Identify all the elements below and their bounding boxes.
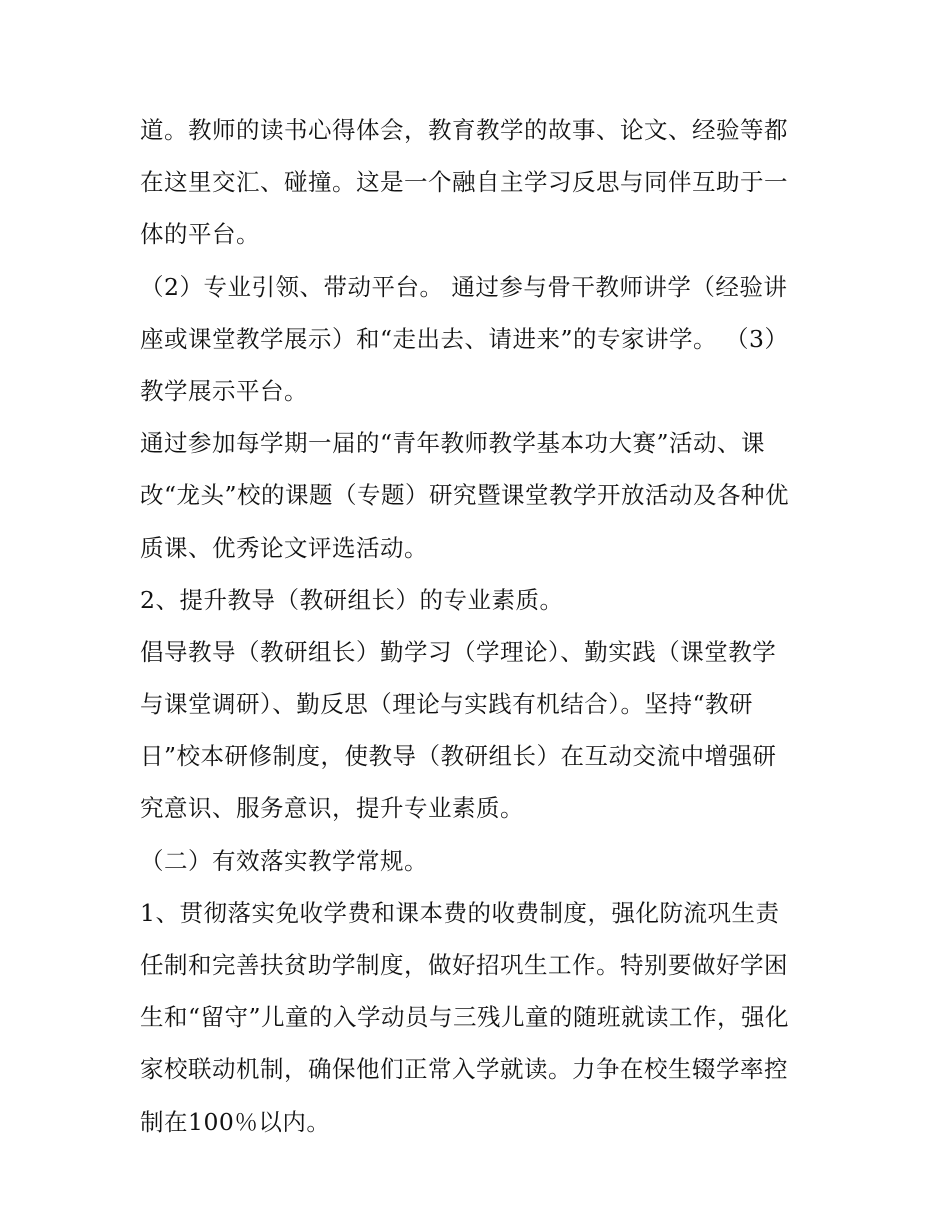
text-line: 究意识、服务意识，提升专业素质。 — [140, 794, 524, 823]
text-line: （2）专业引领、带动平台。 通过参与骨干教师讲学（经验讲 — [140, 272, 788, 301]
text-line: 日”校本研修制度，使教导（教研组长）在互动交流中增强研 — [140, 742, 777, 771]
text-line: 制在100％以内。 — [140, 1107, 331, 1136]
text-line: 在这里交汇、碰撞。这是一个融自主学习反思与同伴互助于一 — [140, 168, 788, 197]
text-line: 体的平台。 — [140, 220, 260, 249]
text-line: 座或课堂教学展示）和“走出去、请进来”的专家讲学。 （3） — [140, 324, 789, 353]
document-body — [140, 104, 820, 1148]
text-line: 教学展示平台。 — [140, 376, 308, 405]
text-line: （二）有效落实教学常规。 — [140, 846, 428, 875]
text-line: 与课堂调研）、勤反思（理论与实践有机结合）。坚持“教研 — [140, 690, 754, 719]
text-line: 家校联动机制，确保他们正常入学就读。力争在校生辍学率控 — [140, 1055, 788, 1084]
text-line: 2、提升教导（教研组长）的专业素质。 — [140, 585, 564, 614]
text-line: 任制和完善扶贫助学制度，做好招巩生工作。特别要做好学困 — [140, 951, 788, 979]
text-line: 通过参加每学期一届的“青年教师教学基本功大赛”活动、课 — [140, 429, 766, 458]
text-line: 生和“留守”儿童的入学动员与三残儿童的随班就读工作，强化 — [140, 1003, 790, 1032]
text-line: 1、贯彻落实免收学费和课本费的收费制度，强化防流巩生责 — [140, 898, 780, 927]
text-line: 倡导教导（教研组长）勤学习（学理论）、勤实践（课堂教学 — [140, 637, 777, 666]
text-line: 道。教师的读书心得体会，教育教学的故事、论文、经验等都 — [140, 116, 788, 144]
text-line: 质课、优秀论文评选活动。 — [140, 533, 428, 562]
text-line: 改“龙头”校的课题（专题）研究暨课堂教学开放活动及各种优 — [140, 481, 790, 510]
